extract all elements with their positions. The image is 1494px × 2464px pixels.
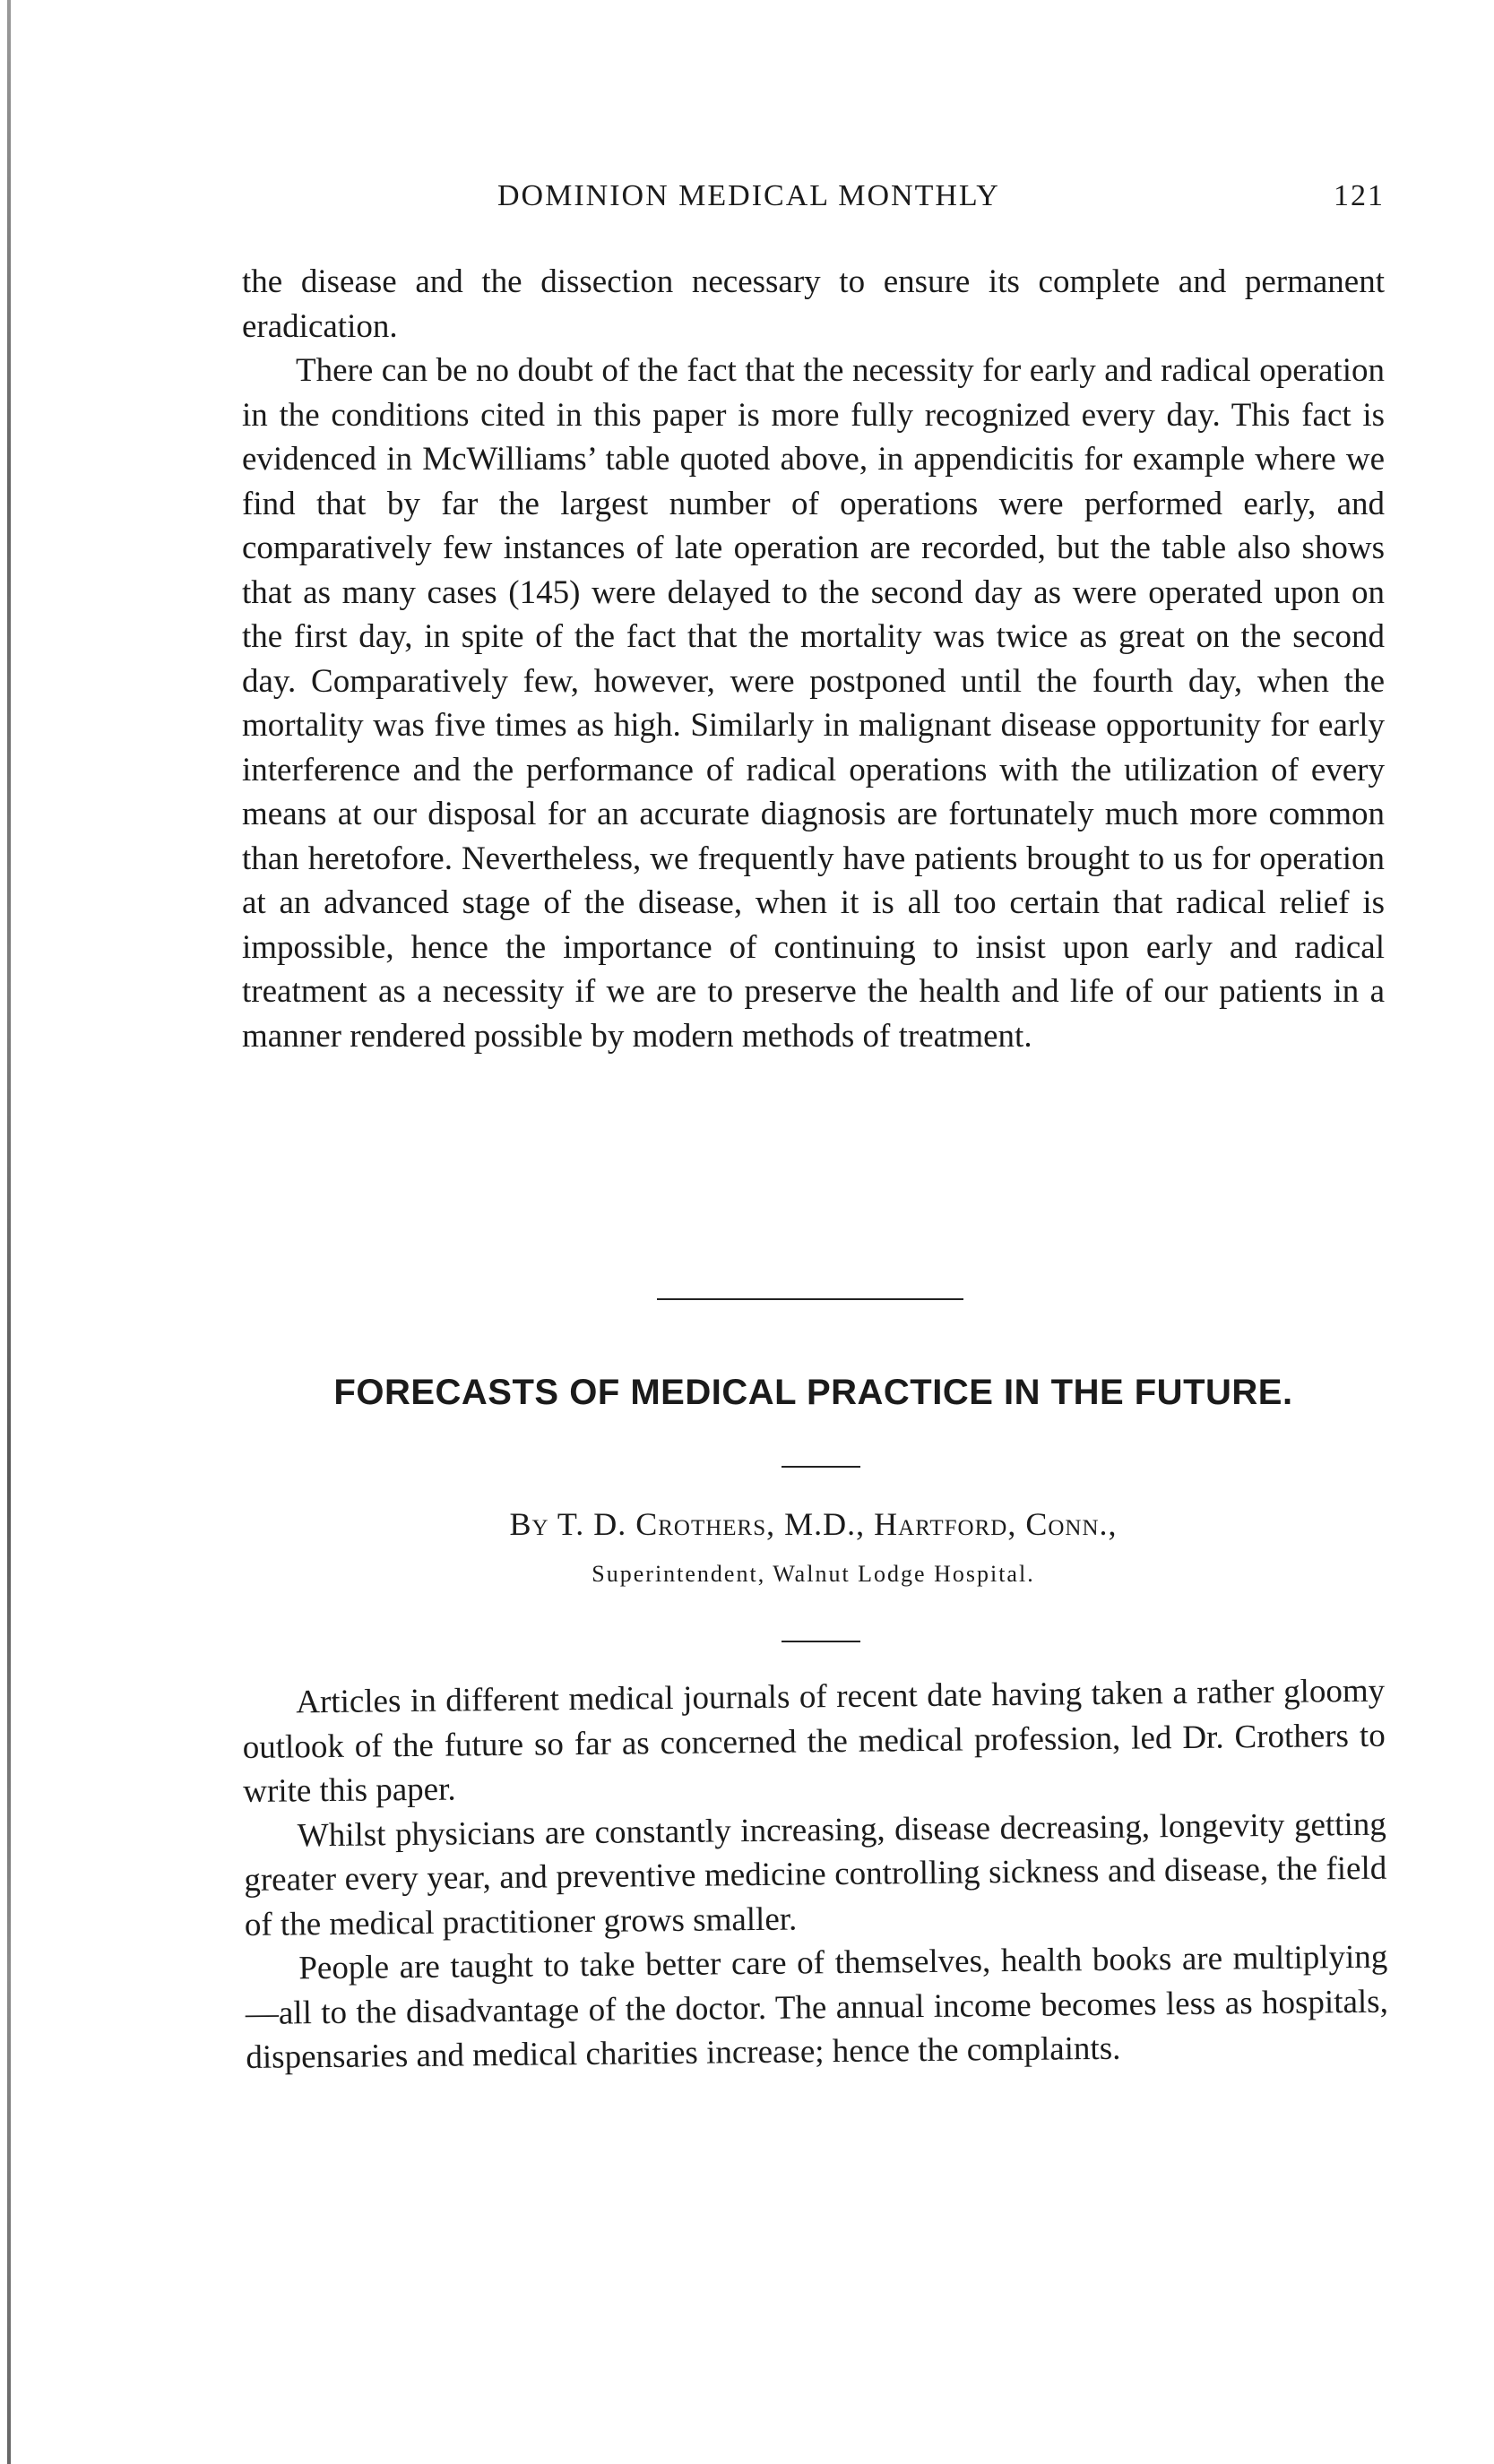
page-binding-edge [7, 0, 11, 2464]
author-affiliation: Superintendent, Walnut Lodge Hospital. [592, 1561, 1035, 1587]
article-body [242, 1669, 1389, 2081]
article-title: FORECASTS OF MEDICAL PRACTICE IN THE FUTURE. [333, 1373, 1293, 1412]
author-byline: By T. D. Crothers, M.D., Hartford, Conn., [509, 1506, 1118, 1542]
section-divider [657, 1298, 963, 1300]
byline-rule [782, 1641, 860, 1642]
page-number: 121 [1334, 179, 1385, 212]
article-continuation [242, 260, 1385, 1058]
paragraph: There can be no doubt of the fact that the necessity for early and radical operation in the conditions cited in this paper is more fully recognized every day. This fact is evidenced in McWilliams’ table quoted above, in appendicitis for example where we find that by far the largest number of operations were performed early, and comparatively few instances of late operation are recorded, but the table also shows that as many cases (145) were delayed to the second day as were operated upon on the first day, in spite of the fact that the mortality was twice as great on the second day. Comparatively few, however, were postponed until the fourth day, when the mortality was five times as high. Similarly in malignant disease opportunity for early interference and the performance of radical operations with the utilization of every means at our disposal for an accurate diagnosis are fortunately much more common than heretofore. Nevertheless, we frequently have patients brought to us for operation at an advanced stage of the disease, when it is all too certain that radical relief is impossible, hence the importance of continuing to insist upon early and radical treatment as a necessity if we are to preserve the health and life of our patients in a manner rendered possible by modern methods of treatment. [242, 352, 1385, 1055]
paragraph: Whilst physicians are constantly increasing, disease decreasing, longevity getting greater every year, and preventive medicine controlling sickness and disease, the field of the medical practitioner grows smaller. [244, 1805, 1387, 1943]
paragraph: Articles in different medical journals of recent date having taken a rather gloomy outlook of the future so far as concerned the medical profession, led Dr. Crothers to write this paper. [242, 1672, 1386, 1810]
paragraph: the disease and the dissection necessary to ensure its complete and permanent eradication. [242, 263, 1385, 345]
journal-title: DOMINION MEDICAL MONTHLY [497, 179, 1000, 212]
paragraph: People are taught to take better care of themselves, health books are multiplying—all to the disadvantage of the doctor. The annual income becomes less as hospitals, dispensaries and medical charities increase; hence the complaints. [245, 1938, 1389, 2076]
title-rule [782, 1466, 860, 1468]
running-header [242, 179, 1385, 224]
